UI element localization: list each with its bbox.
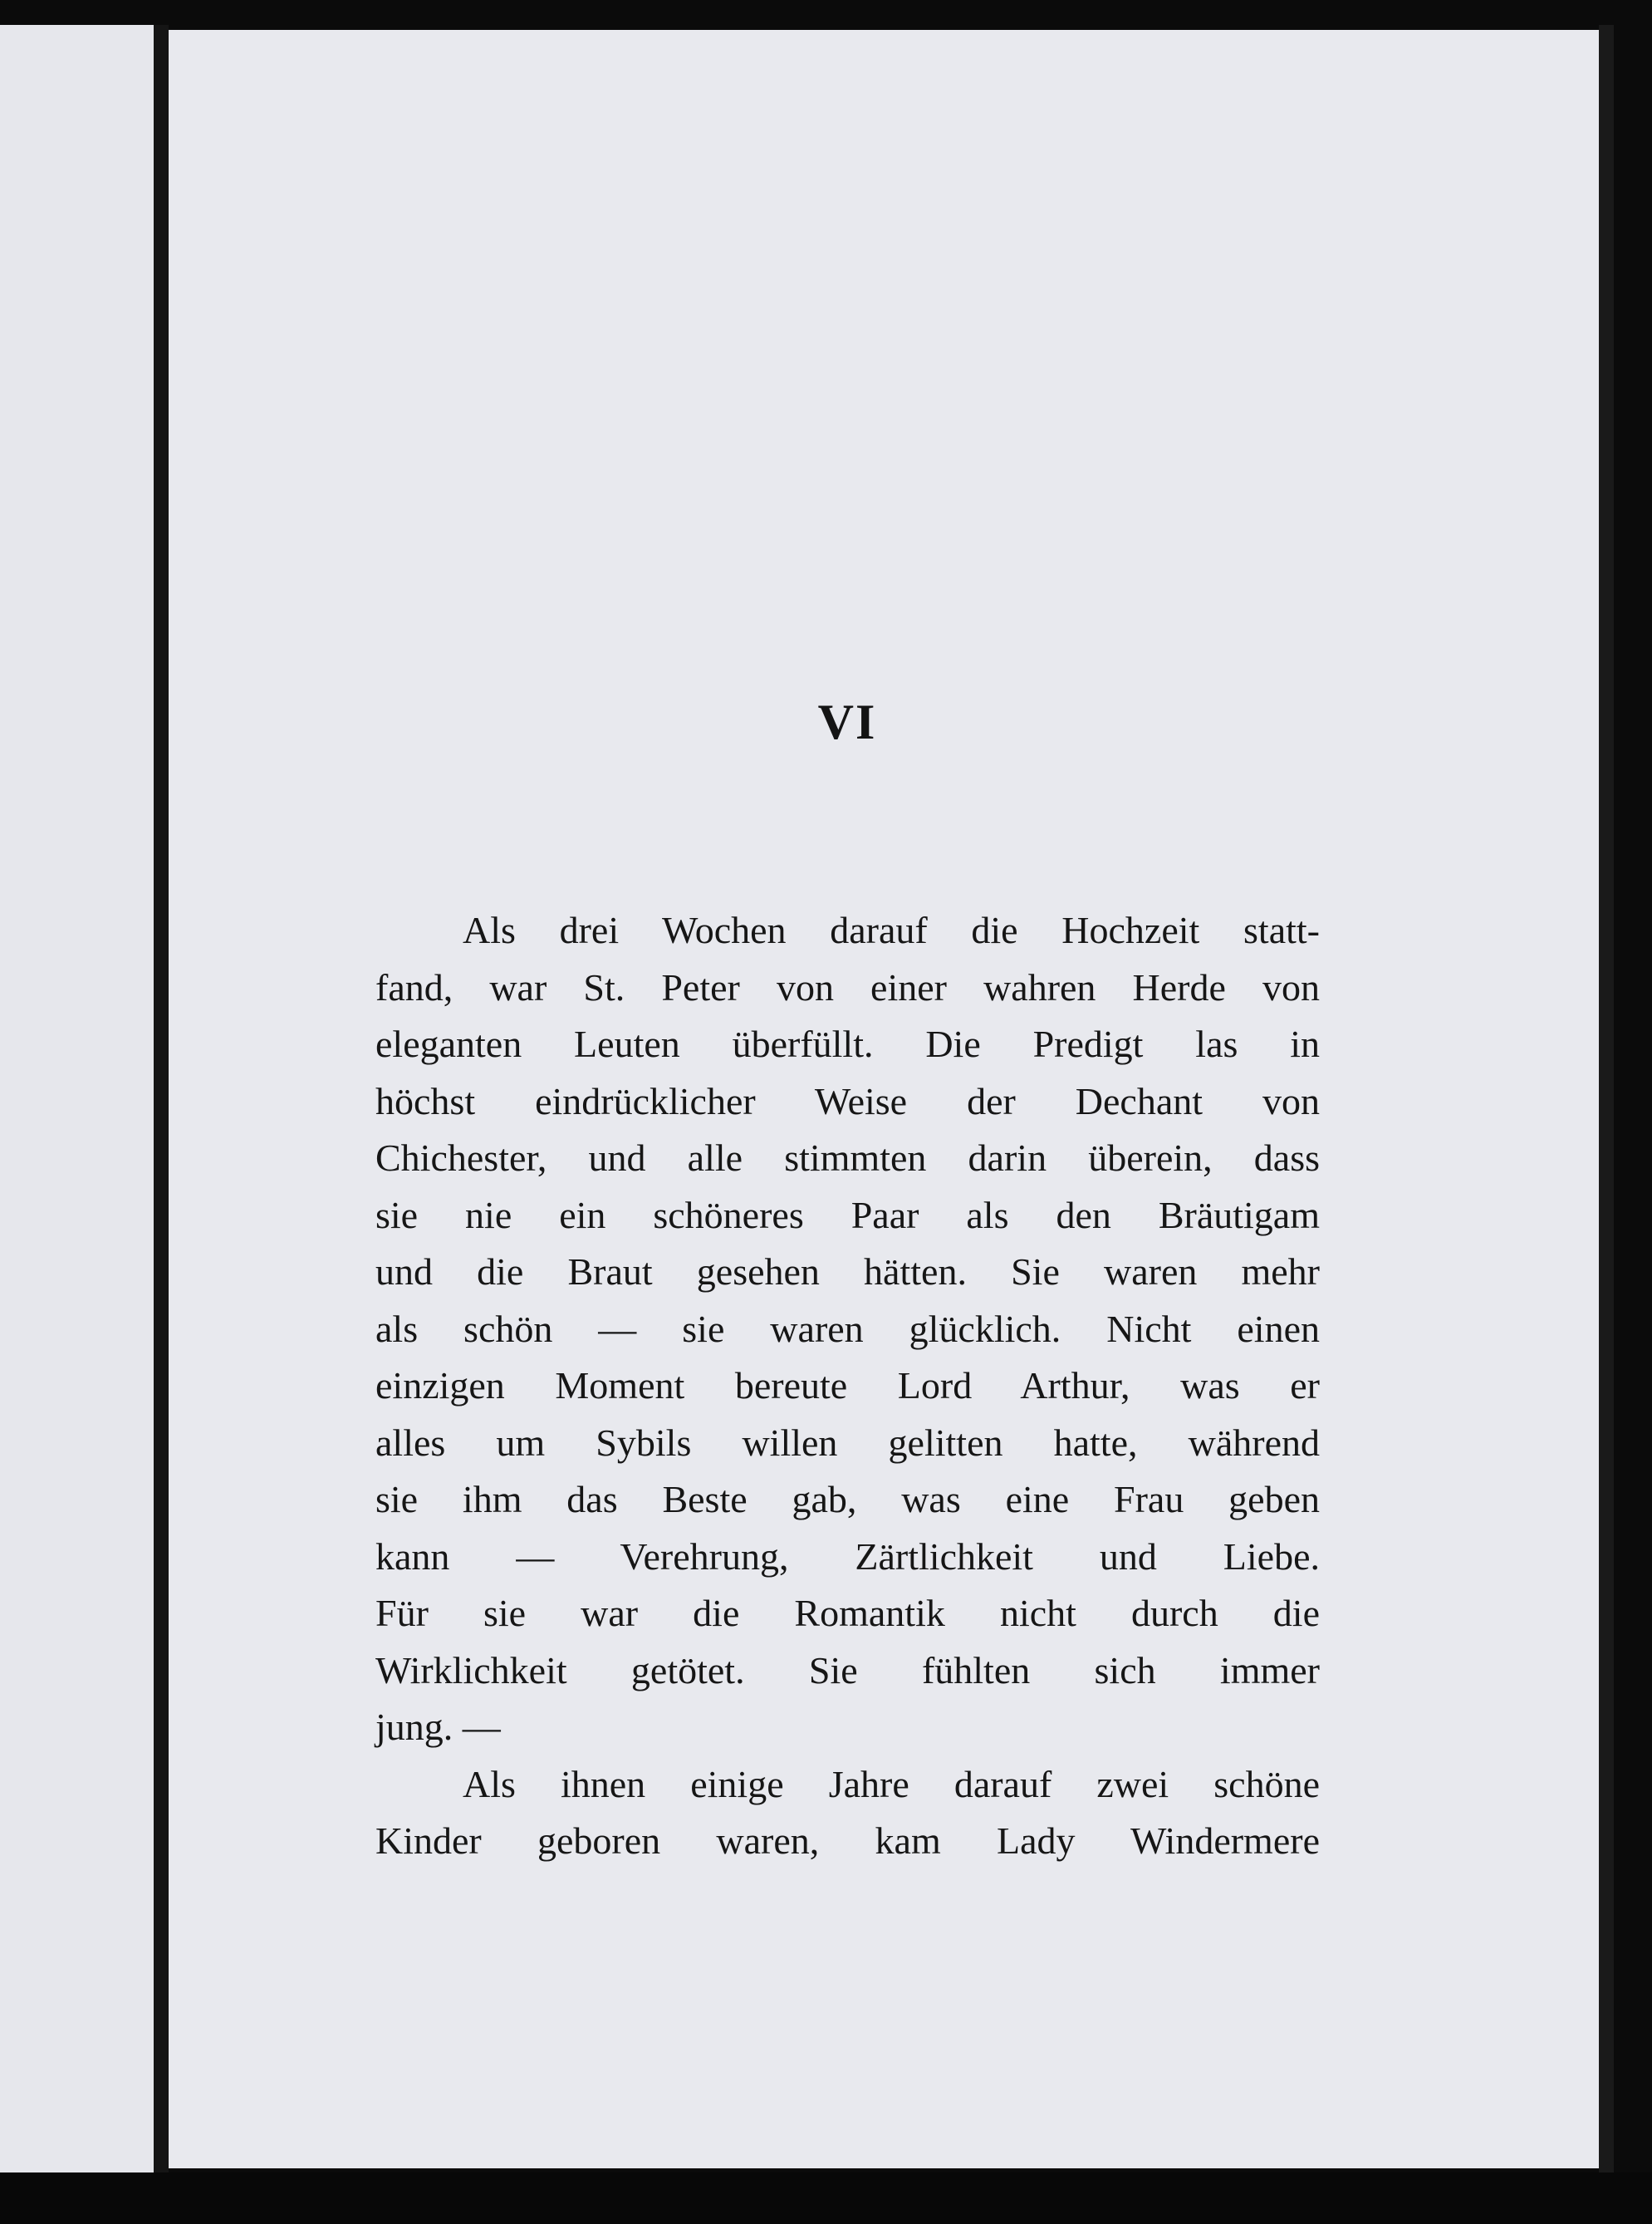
text-line: kann — Verehrung, Zärtlichkeit und Liebe. (375, 1534, 1320, 1578)
text-line: Als ihnen einige Jahre darauf zwei schöne (463, 1762, 1320, 1805)
text-line: Chichester, und alle stimmten darin überein, dass (375, 1137, 1320, 1179)
right-page-edge (1599, 25, 1614, 2181)
text-line: und die Braut gesehen hätten. Sie waren mehr (375, 1250, 1320, 1293)
text-line: als schön — sie waren glücklich. Nicht einen (375, 1307, 1320, 1350)
text-line: Wirklichkeit getötet. Sie fühlten sich immer (375, 1648, 1320, 1691)
text-line: einzigen Moment bereute Lord Arthur, was er (375, 1364, 1320, 1407)
text-line: eleganten Leuten überfüllt. Die Predigt las in (375, 1023, 1320, 1065)
book-gutter (154, 25, 169, 2177)
text-line: höchst eindrücklicher Weise der Dechant von (375, 1079, 1320, 1122)
text-line: sie ihm das Beste gab, was eine Frau geben (375, 1478, 1320, 1520)
text-line: Für sie war die Romantik nicht durch die (375, 1592, 1320, 1634)
text-line: alles um Sybils willen gelitten hatte, während (375, 1421, 1320, 1464)
text-line: Kinder geboren waren, kam Lady Windermere (375, 1819, 1320, 1862)
left-page-edge (0, 25, 154, 2177)
scan-bottom-border (0, 2172, 1652, 2224)
text-line: jung. — (375, 1706, 501, 1748)
chapter-heading: VI (817, 695, 877, 749)
text-line: sie nie ein schöneres Paar als den Bräutigam (375, 1193, 1320, 1236)
text-line: Als drei Wochen darauf die Hochzeit statt- (463, 909, 1320, 951)
text-line: fand, war St. Peter von einer wahren Herde von (375, 965, 1320, 1009)
chapter-body-text (375, 902, 1320, 1870)
